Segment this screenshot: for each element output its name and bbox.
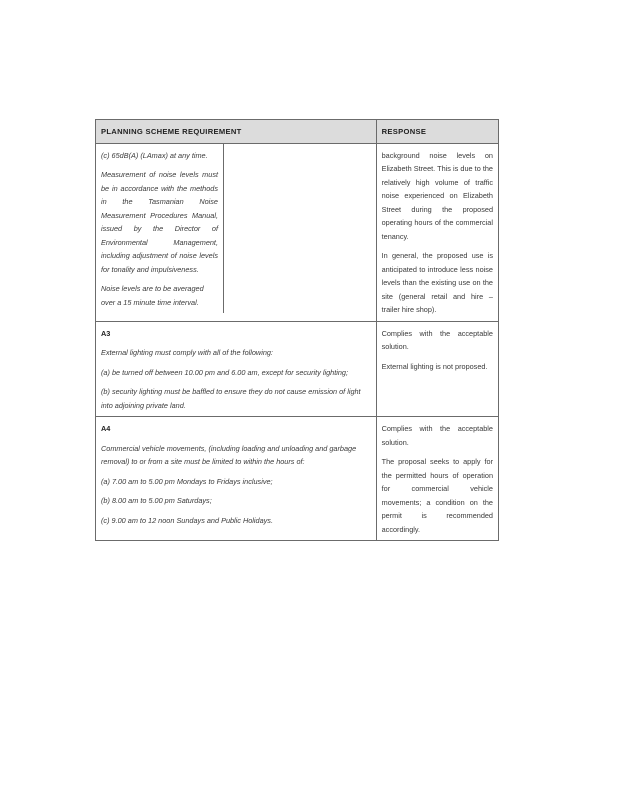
requirement-paragraph: (c) 65dB(A) (LAmax) at any time. xyxy=(101,150,208,160)
response-paragraph: In general, the proposed use is anticipated to introduce less noise levels than the existing use on the site (general retail and hire – trailer hire shop). xyxy=(381,251,493,314)
response-paragraph: The proposal seeks to apply for the permitted hours of operation for commercial vehicle movements; a condition on the permit is recommended accordingly. xyxy=(381,457,493,534)
response-paragraph: External lighting is not proposed. xyxy=(381,361,488,371)
response-cell xyxy=(376,321,498,417)
requirement-paragraph: External lighting must comply with all of the following: xyxy=(101,348,273,357)
response-paragraph: Complies with the acceptable solution. xyxy=(381,328,493,351)
table-header-row xyxy=(96,120,499,144)
requirement-cell xyxy=(96,321,377,417)
requirement-paragraph: Noise levels are to be averaged over a 15 minute time interval. xyxy=(101,284,204,307)
response-column-header: RESPONSE xyxy=(376,120,498,144)
requirement-column-header: PLANNING SCHEME REQUIREMENT xyxy=(96,120,377,144)
requirement-cell xyxy=(96,417,377,541)
table-row xyxy=(96,321,499,417)
requirement-paragraph: (c) 9.00 am to 12 noon Sundays and Public Holidays. xyxy=(101,515,273,525)
table-row xyxy=(96,143,499,321)
requirement-paragraph: (b) 8.00 am to 5.00 pm Saturdays; xyxy=(101,496,212,505)
requirement-paragraph: (a) 7.00 am to 5.00 pm Mondays to Fridays inclusive; xyxy=(101,476,273,486)
response-paragraph: background noise levels on Elizabeth Street. This is due to the relatively high volume of traffic noise experienced on Elizabeth Street during the proposed operating hours of the commercial tenancy. xyxy=(381,150,493,241)
requirement-paragraph: (a) be turned off between 10.00 pm and 6.00 am, except for security lighting; xyxy=(101,367,349,377)
clause-label: A3 xyxy=(101,328,111,338)
requirement-paragraph: (b) security lighting must be baffled to ensure they do not cause emission of light into adjoining private land. xyxy=(101,387,361,410)
requirement-cell xyxy=(96,143,377,321)
requirement-paragraph: Commercial vehicle movements, (including loading and unloading and garbage removal) to or from a site must be limited to within the hours of: xyxy=(101,443,357,466)
response-cell xyxy=(376,417,498,541)
response-paragraph: Complies with the acceptable solution. xyxy=(381,424,493,447)
response-cell xyxy=(376,143,498,321)
requirement-text-block xyxy=(96,144,224,314)
table-row xyxy=(96,417,499,541)
clause-label: A4 xyxy=(101,424,111,433)
requirement-paragraph: Measurement of noise levels must be in accordance with the methods in the Tasmanian Noise Measurement Procedures Manual, issued by the Director of Environmental Management, including adjustment of noise levels for tonality and impulsiveness. xyxy=(101,170,218,274)
empty-subcell xyxy=(224,144,376,314)
planning-requirements-table xyxy=(95,119,499,541)
